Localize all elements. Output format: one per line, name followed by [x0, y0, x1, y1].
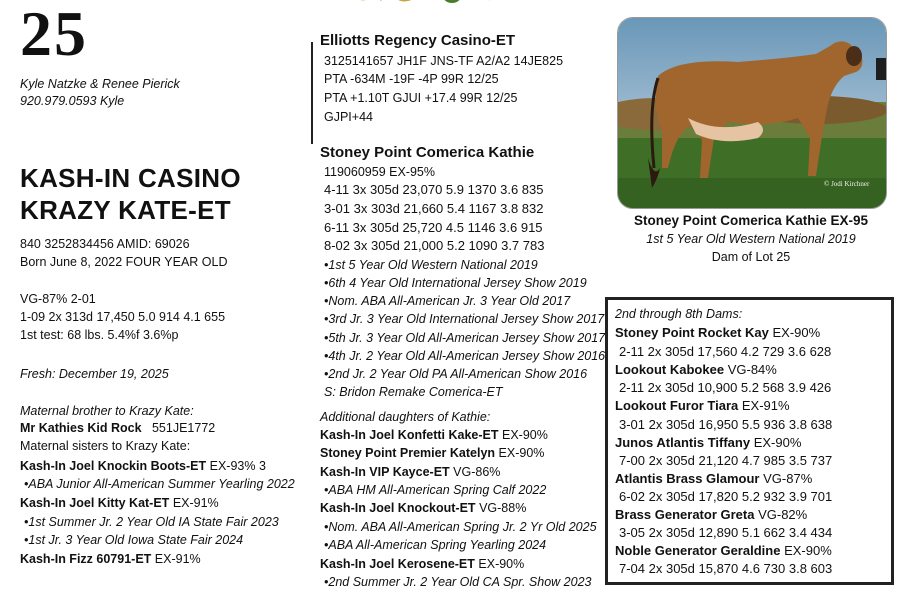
- sister-class: EX-91%: [154, 552, 201, 566]
- list-item: [20, 495, 219, 511]
- dam-sire-line: S: Bridon Remake Comerica-ET: [324, 385, 503, 399]
- sister-class: EX-91%: [172, 496, 219, 510]
- ancestor-dam-record: 7-00 2x 305d 21,120 4.7 985 3.5 737: [619, 453, 833, 468]
- maternal-brother-name: Mr Kathies Kid Rock: [20, 421, 142, 435]
- ancestor-dam-class: EX-90%: [772, 325, 821, 340]
- daughter-name: Kash-In Joel Kerosene-ET: [320, 557, 475, 571]
- dam-honor: •1st 5 Year Old Western National 2019: [324, 258, 538, 272]
- ancestor-dam-record: 7-04 2x 305d 15,870 4.6 730 3.8 603: [619, 561, 833, 576]
- list-item: [320, 464, 500, 480]
- sister-class: EX-93% 3: [209, 459, 266, 473]
- ancestor-dam-record: 3-01 2x 305d 16,950 5.5 936 3.8 638: [619, 417, 833, 432]
- dam-honor: •Nom. ABA All-American Jr. 3 Year Old 2017: [324, 294, 571, 308]
- ancestor-dam-class: VG-84%: [727, 362, 777, 377]
- ancestor-dam-name: Noble Generator Geraldine: [615, 543, 781, 558]
- maternal-sisters-heading: Maternal sisters to Krazy Kate:: [20, 439, 191, 453]
- consignor-phone: 920.979.0593 Kyle: [20, 94, 125, 108]
- animal-name-line1: KASH-IN CASINO: [20, 163, 241, 193]
- photo-caption-name: Stoney Point Comerica Kathie EX-95: [633, 213, 869, 228]
- lot-number: 25: [20, 0, 88, 69]
- sale-logo: [330, 0, 540, 10]
- sire-name: Elliotts Regency Casino-ET: [320, 32, 516, 49]
- ancestor-dam-record: 2-11 2x 305d 10,900 5.2 568 3.9 426: [619, 380, 832, 395]
- dam-entry: [615, 397, 790, 415]
- divider: [311, 42, 313, 144]
- dams-box-heading: 2nd through 8th Dams:: [615, 307, 743, 321]
- animal-ids: 840 3252834456 AMID: 69026: [20, 237, 190, 251]
- ancestor-dam-class: VG-82%: [758, 507, 808, 522]
- dam-record: 3-01 3x 303d 21,660 5.4 1167 3.8 832: [324, 201, 544, 216]
- dam-entry: [615, 361, 777, 379]
- ancestor-dam-name: Stoney Point Rocket Kay: [615, 325, 769, 340]
- sister-name: Kash-In Fizz 60791-ET: [20, 552, 152, 566]
- daughter-honor: •2nd Summer Jr. 2 Year Old CA Spr. Show 2023: [324, 575, 592, 589]
- list-item: [20, 458, 266, 474]
- sister-name: Kash-In Joel Knockin Boots-ET: [20, 459, 207, 473]
- sire-line: PTA -634M -19F -4P 99R 12/25: [324, 72, 499, 86]
- daughter-honor: •Nom. ABA All-American Spring Jr. 2 Yr Old 2025: [324, 520, 597, 534]
- daughter-name: Stoney Point Premier Katelyn: [320, 446, 496, 460]
- dams-box: [605, 297, 894, 585]
- daughter-class: VG-86%: [453, 465, 501, 479]
- ancestor-dam-name: Brass Generator Greta: [615, 507, 755, 522]
- animal-born: Born June 8, 2022 FOUR YEAR OLD: [20, 255, 228, 269]
- ancestor-dam-name: Junos Atlantis Tiffany: [615, 435, 751, 450]
- daughter-name: Kash-In VIP Kayce-ET: [320, 465, 450, 479]
- dam-photo: [617, 17, 887, 209]
- sister-honor: •1st Summer Jr. 2 Year Old IA State Fair 2023: [24, 515, 279, 529]
- ancestor-dam-class: EX-91%: [741, 398, 790, 413]
- ancestor-dam-record: 3-05 2x 305d 12,890 5.1 662 3.4 434: [619, 525, 833, 540]
- ancestor-dam-class: EX-90%: [784, 543, 832, 558]
- animal-fresh: Fresh: December 19, 2025: [20, 367, 169, 381]
- daughter-class: VG-88%: [479, 501, 527, 515]
- animal-first-test: 1st test: 68 lbs. 5.4%f 3.6%p: [20, 328, 179, 342]
- dam-entry: [615, 434, 801, 452]
- maternal-brother: [20, 420, 215, 436]
- additional-heading: Additional daughters of Kathie:: [320, 410, 491, 424]
- ancestor-dam-name: Lookout Kabokee: [615, 362, 725, 377]
- dam-honor: •6th 4 Year Old International Jersey Show 2019: [324, 276, 587, 290]
- ancestor-dam-record: 2-11 2x 305d 17,560 4.2 729 3.6 628: [619, 344, 832, 359]
- maternal-brother-id: 551JE1772: [151, 421, 216, 435]
- dam-entry: [615, 542, 832, 560]
- daughter-class: EX-90%: [498, 446, 545, 460]
- list-item: [320, 445, 544, 461]
- daughter-honor: •ABA HM All-American Spring Calf 2022: [324, 483, 547, 497]
- animal-name-line2: KRAZY KATE-ET: [20, 195, 231, 225]
- sister-honor: •1st Jr. 3 Year Old Iowa State Fair 2024: [24, 533, 244, 547]
- sire-line: PTA +1.10T GJUI +17.4 99R 12/25: [324, 91, 518, 105]
- maternal-brother-heading: Maternal brother to Krazy Kate:: [20, 404, 194, 418]
- dam-id-line: 119060959 EX-95%: [324, 165, 435, 179]
- dam-record: 8-02 3x 305d 21,000 5.2 1090 3.7 783: [324, 238, 545, 253]
- sister-honor: •ABA Junior All-American Summer Yearling 2022: [24, 477, 295, 491]
- dam-honor: •5th Jr. 3 Year Old All-American Jersey Show 2017: [324, 331, 606, 345]
- dam-honor: •3rd Jr. 3 Year Old International Jersey Show 2017: [324, 312, 605, 326]
- daughter-class: EX-90%: [478, 557, 525, 571]
- list-item: [320, 556, 524, 572]
- daughter-name: Kash-In Joel Knockout-ET: [320, 501, 476, 515]
- sister-name: Kash-In Joel Kitty Kat-ET: [20, 496, 170, 510]
- sire-line: GJPI+44: [324, 110, 373, 124]
- dam-record: 4-11 3x 305d 23,070 5.9 1370 3.6 835: [324, 182, 544, 197]
- dam-record: 6-11 3x 305d 25,720 4.5 1146 3.6 915: [324, 220, 543, 235]
- daughter-name: Kash-In Joel Konfetti Kake-ET: [320, 428, 499, 442]
- dam-entry: [615, 506, 807, 524]
- consignor-names: Kyle Natzke & Renee Pierick: [20, 77, 180, 91]
- sire-line: 3125141657 JH1F JNS-TF A2/A2 14JE825: [324, 54, 564, 68]
- list-item: [20, 551, 201, 567]
- dam-entry: [615, 324, 820, 342]
- dam-name: Stoney Point Comerica Kathie: [320, 144, 535, 161]
- ancestor-dam-name: Atlantis Brass Glamour: [615, 471, 760, 486]
- dam-honor: •4th Jr. 2 Year Old All-American Jersey Show 2016: [324, 349, 606, 363]
- ancestor-dam-class: EX-90%: [753, 435, 802, 450]
- animal-record: 1-09 2x 313d 17,450 5.0 914 4.1 655: [20, 310, 226, 324]
- ancestor-dam-record: 6-02 2x 305d 17,820 5.2 932 3.9 701: [619, 489, 833, 504]
- dam-entry: [615, 470, 812, 488]
- photo-caption-line3: Dam of Lot 25: [711, 250, 791, 264]
- ancestor-dam-class: VG-87%: [763, 471, 813, 486]
- photo-caption-line2: 1st 5 Year Old Western National 2019: [646, 232, 856, 246]
- daughter-honor: •ABA All-American Spring Yearling 2024: [324, 538, 547, 552]
- daughter-class: EX-90%: [501, 428, 548, 442]
- list-item: [320, 427, 548, 443]
- cow-image: [618, 18, 886, 208]
- photographer-credit: © Jodi Kirchner: [824, 180, 870, 188]
- ancestor-dam-name: Lookout Furor Tiara: [615, 398, 739, 413]
- dam-honor: •2nd Jr. 2 Year Old PA All-American Show 2016: [324, 367, 588, 381]
- list-item: [320, 500, 526, 516]
- animal-classification: VG-87% 2-01: [20, 292, 96, 306]
